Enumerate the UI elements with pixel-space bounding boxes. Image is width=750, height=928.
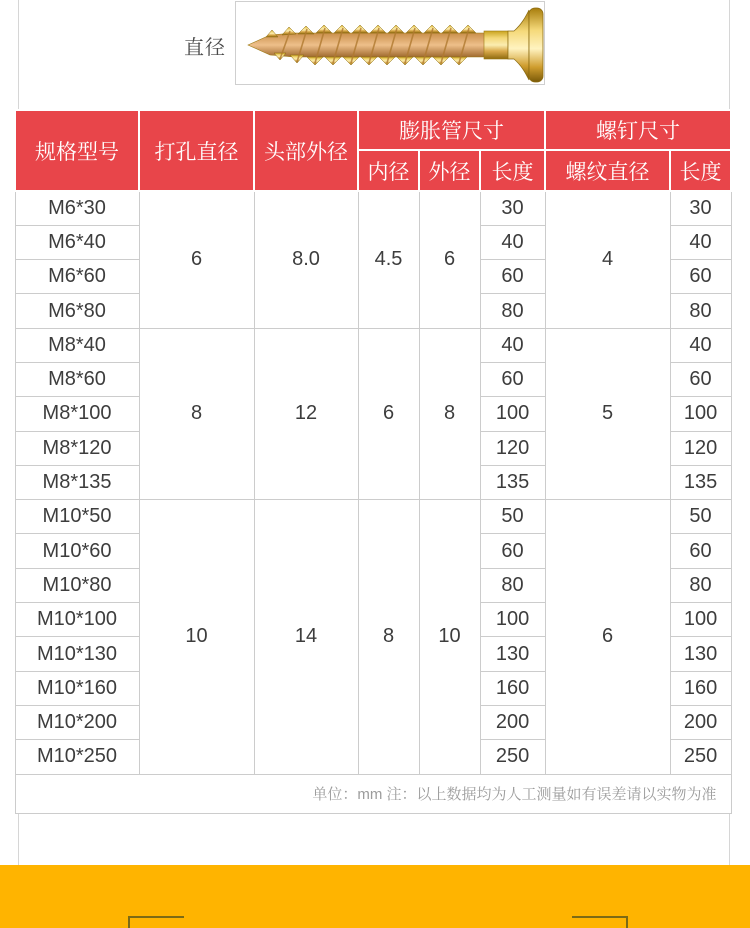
tube-length-cell: 40 xyxy=(480,328,545,362)
col-header-tube-length: 长度 xyxy=(480,150,545,191)
screw-length-cell: 60 xyxy=(670,260,731,294)
thread-cell: 5 xyxy=(545,328,670,499)
model-cell: M8*60 xyxy=(15,362,139,396)
model-cell: M10*100 xyxy=(15,603,139,637)
screw-length-cell: 250 xyxy=(670,740,731,774)
model-cell: M8*120 xyxy=(15,431,139,465)
model-cell: M6*80 xyxy=(15,294,139,328)
model-cell: M10*50 xyxy=(15,500,139,534)
screw-length-cell: 100 xyxy=(670,603,731,637)
tube-length-cell: 30 xyxy=(480,191,545,225)
tube-length-cell: 250 xyxy=(480,740,545,774)
tube-length-cell: 130 xyxy=(480,637,545,671)
screw-length-cell: 120 xyxy=(670,431,731,465)
screw-length-cell: 40 xyxy=(670,225,731,259)
spec-table xyxy=(14,109,732,814)
col-group-screw-size: 螺钉尺寸 xyxy=(545,110,731,150)
model-cell: M8*100 xyxy=(15,397,139,431)
table-note-row xyxy=(15,774,731,813)
head-cell: 8.0 xyxy=(254,191,358,328)
col-header-head-diameter: 头部外径 xyxy=(254,110,358,191)
model-cell: M6*40 xyxy=(15,225,139,259)
unit-note: 单位：mm 注：以上数据均为人工测量如有误差请以实物为准 xyxy=(15,774,731,813)
model-cell: M10*200 xyxy=(15,705,139,739)
photo-frame-left-corner xyxy=(128,916,184,928)
model-cell: M8*135 xyxy=(15,465,139,499)
tube-length-cell: 120 xyxy=(480,431,545,465)
screw-length-cell: 80 xyxy=(670,568,731,602)
head-cell: 12 xyxy=(254,328,358,499)
table-row xyxy=(15,500,731,534)
screw-length-cell: 130 xyxy=(670,637,731,671)
screw-length-cell: 40 xyxy=(670,328,731,362)
col-header-inner-diameter: 内径 xyxy=(358,150,419,191)
drill-cell: 10 xyxy=(139,500,254,774)
outer-cell: 10 xyxy=(419,500,480,774)
model-cell: M10*80 xyxy=(15,568,139,602)
col-header-outer-diameter: 外径 xyxy=(419,150,480,191)
thread-cell: 6 xyxy=(545,500,670,774)
screw-length-cell: 100 xyxy=(670,397,731,431)
tube-length-cell: 100 xyxy=(480,603,545,637)
tube-length-cell: 135 xyxy=(480,465,545,499)
outer-cell: 8 xyxy=(419,328,480,499)
model-cell: M10*130 xyxy=(15,637,139,671)
outer-cell: 6 xyxy=(419,191,480,328)
head-cell: 14 xyxy=(254,500,358,774)
inner-cell: 8 xyxy=(358,500,419,774)
model-cell: M6*60 xyxy=(15,260,139,294)
screw-length-cell: 80 xyxy=(670,294,731,328)
tube-length-cell: 200 xyxy=(480,705,545,739)
col-header-spec: 规格型号 xyxy=(15,110,139,191)
drill-cell: 6 xyxy=(139,191,254,328)
model-cell: M6*30 xyxy=(15,191,139,225)
screw-icon xyxy=(236,2,544,84)
tube-length-cell: 80 xyxy=(480,568,545,602)
screw-product-image xyxy=(235,1,545,85)
screw-length-cell: 200 xyxy=(670,705,731,739)
model-cell: M10*160 xyxy=(15,671,139,705)
screw-length-cell: 60 xyxy=(670,534,731,568)
col-group-tube-size: 膨胀管尺寸 xyxy=(358,110,545,150)
col-header-thread-diameter: 螺纹直径 xyxy=(545,150,670,191)
drill-cell: 8 xyxy=(139,328,254,499)
tube-length-cell: 60 xyxy=(480,534,545,568)
table-row xyxy=(15,328,731,362)
bottom-yellow-banner xyxy=(0,865,750,928)
screw-length-cell: 135 xyxy=(670,465,731,499)
table-row xyxy=(15,191,731,225)
col-header-screw-length: 长度 xyxy=(670,150,731,191)
screw-length-cell: 60 xyxy=(670,362,731,396)
model-cell: M8*40 xyxy=(15,328,139,362)
tube-length-cell: 160 xyxy=(480,671,545,705)
model-cell: M10*250 xyxy=(15,740,139,774)
thread-cell: 4 xyxy=(545,191,670,328)
tube-length-cell: 50 xyxy=(480,500,545,534)
tube-length-cell: 60 xyxy=(480,362,545,396)
diameter-dimension-label: 直径 xyxy=(184,37,226,59)
photo-frame-right-corner xyxy=(572,916,628,928)
col-header-drill-diameter: 打孔直径 xyxy=(139,110,254,191)
inner-cell: 6 xyxy=(358,328,419,499)
inner-cell: 4.5 xyxy=(358,191,419,328)
screw-length-cell: 160 xyxy=(670,671,731,705)
screw-length-cell: 50 xyxy=(670,500,731,534)
tube-length-cell: 100 xyxy=(480,397,545,431)
tube-length-cell: 40 xyxy=(480,225,545,259)
tube-length-cell: 80 xyxy=(480,294,545,328)
model-cell: M10*60 xyxy=(15,534,139,568)
screw-length-cell: 30 xyxy=(670,191,731,225)
tube-length-cell: 60 xyxy=(480,260,545,294)
